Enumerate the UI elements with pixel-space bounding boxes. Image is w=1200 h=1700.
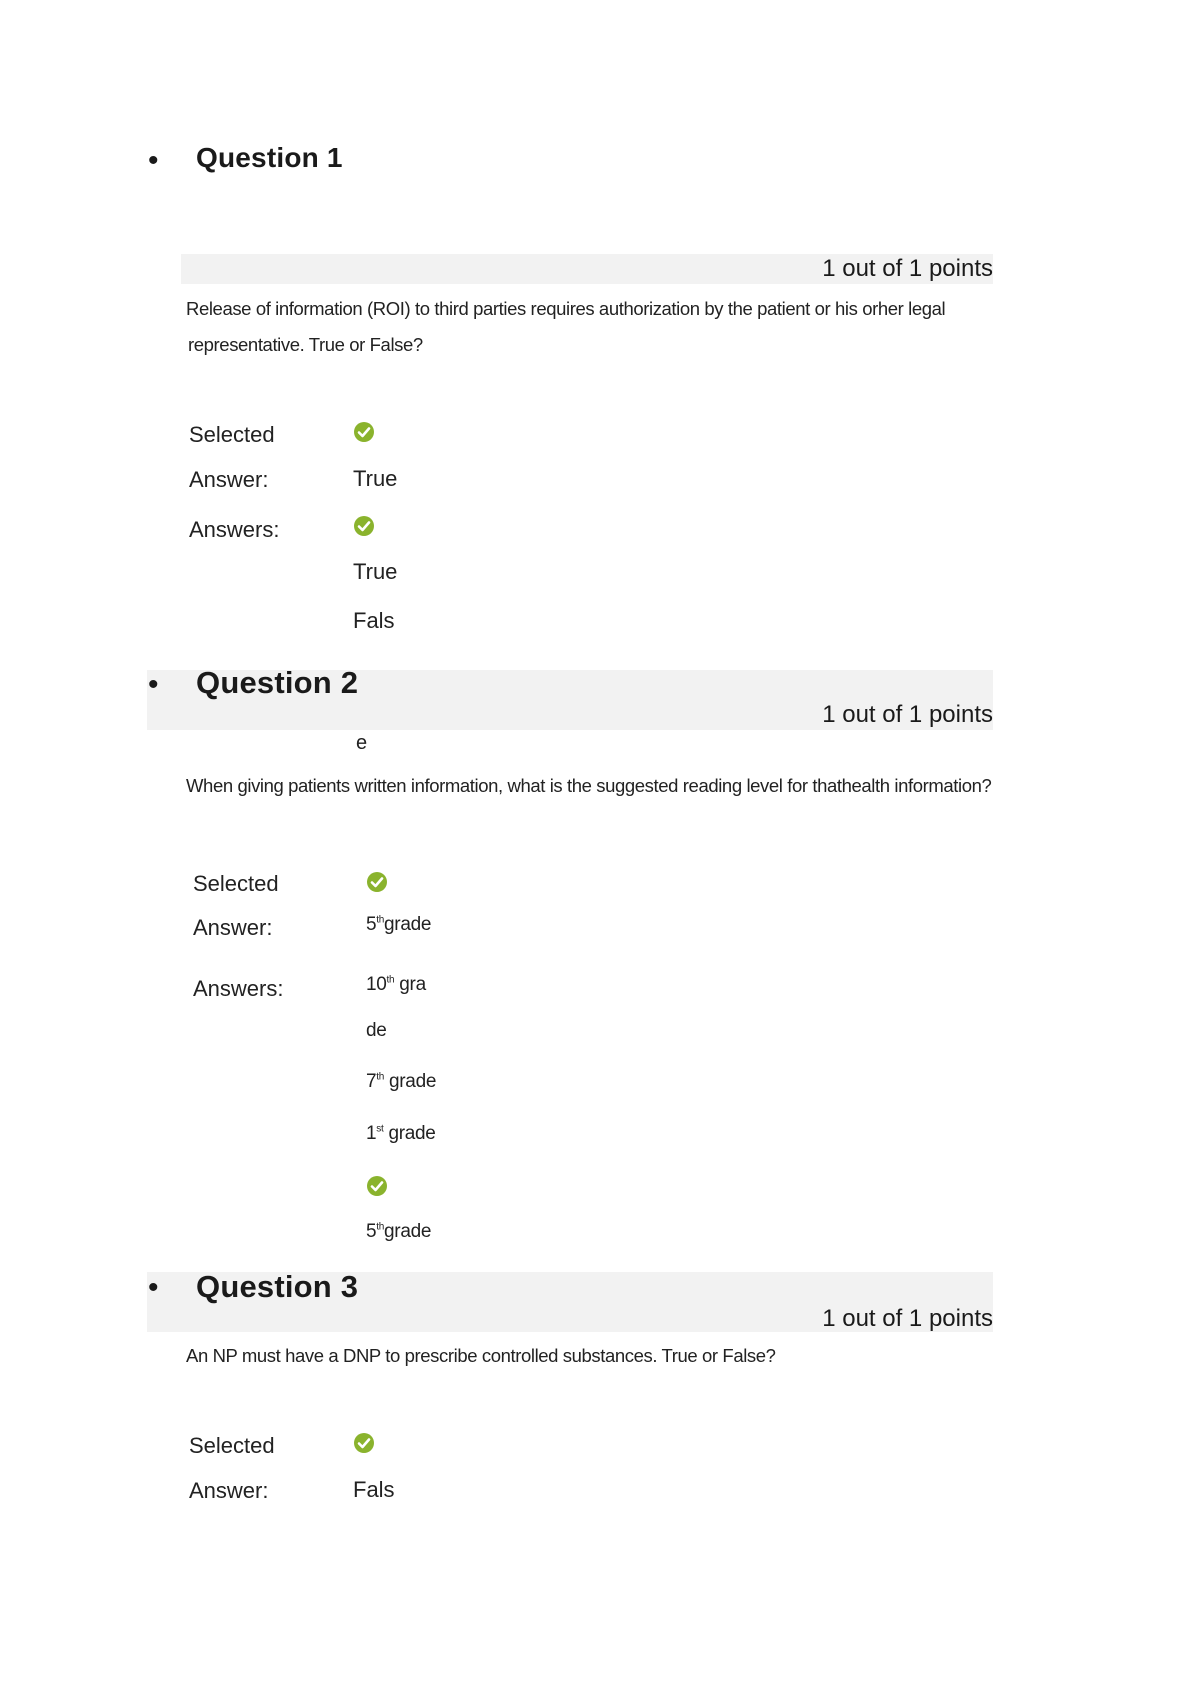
selected-answer-label: Selected	[193, 871, 279, 896]
question-1-title: Question 1	[196, 142, 343, 173]
check-circle-icon	[366, 871, 388, 893]
answer-option: 1st grade	[366, 1123, 436, 1144]
answer-option: 7th grade	[366, 1071, 437, 1092]
answers-label: Answers:	[189, 517, 280, 542]
bullet: •	[148, 1271, 159, 1304]
question-2-title: Question 2	[196, 665, 359, 700]
selected-answer-value: Fals	[353, 1477, 395, 1502]
answer-option: True	[353, 559, 398, 584]
answers-label: Answers:	[193, 976, 284, 1001]
answer-option: 5thgrade	[366, 1221, 432, 1242]
question-2-points: 1 out of 1 points	[822, 701, 993, 728]
question-2-text: When giving patients written information, what is the suggested reading level for thathealth information?	[186, 775, 992, 796]
question-1-text-line1: Release of information (ROI) to third parties requires authorization by the patient or his orher legal	[186, 298, 946, 319]
selected-answer-value: True	[353, 466, 398, 491]
answer-option: Fals	[353, 608, 395, 633]
check-circle-icon	[353, 515, 375, 537]
question-3-title: Question 3	[196, 1269, 359, 1304]
check-circle-icon	[353, 1432, 375, 1454]
question-3-points: 1 out of 1 points	[822, 1305, 993, 1332]
question-1-text-line2: representative. True or False?	[188, 334, 423, 355]
check-circle-icon	[366, 1175, 388, 1197]
stray-text: e	[356, 732, 368, 754]
selected-answer-label: Answer:	[193, 915, 273, 940]
answer-option: de	[366, 1020, 387, 1041]
check-circle-icon	[353, 421, 375, 443]
selected-answer-label: Answer:	[189, 1478, 269, 1503]
bullet: •	[148, 668, 159, 701]
bullet: •	[148, 144, 159, 177]
answer-option: 10th gra	[366, 974, 426, 995]
question-3-text: An NP must have a DNP to prescribe controlled substances. True or False?	[186, 1345, 776, 1366]
selected-answer-value: 5thgrade	[366, 914, 432, 935]
selected-answer-label: Answer:	[189, 467, 269, 492]
question-1-points: 1 out of 1 points	[822, 255, 993, 282]
selected-answer-label: Selected	[189, 422, 275, 447]
selected-answer-label: Selected	[189, 1433, 275, 1458]
